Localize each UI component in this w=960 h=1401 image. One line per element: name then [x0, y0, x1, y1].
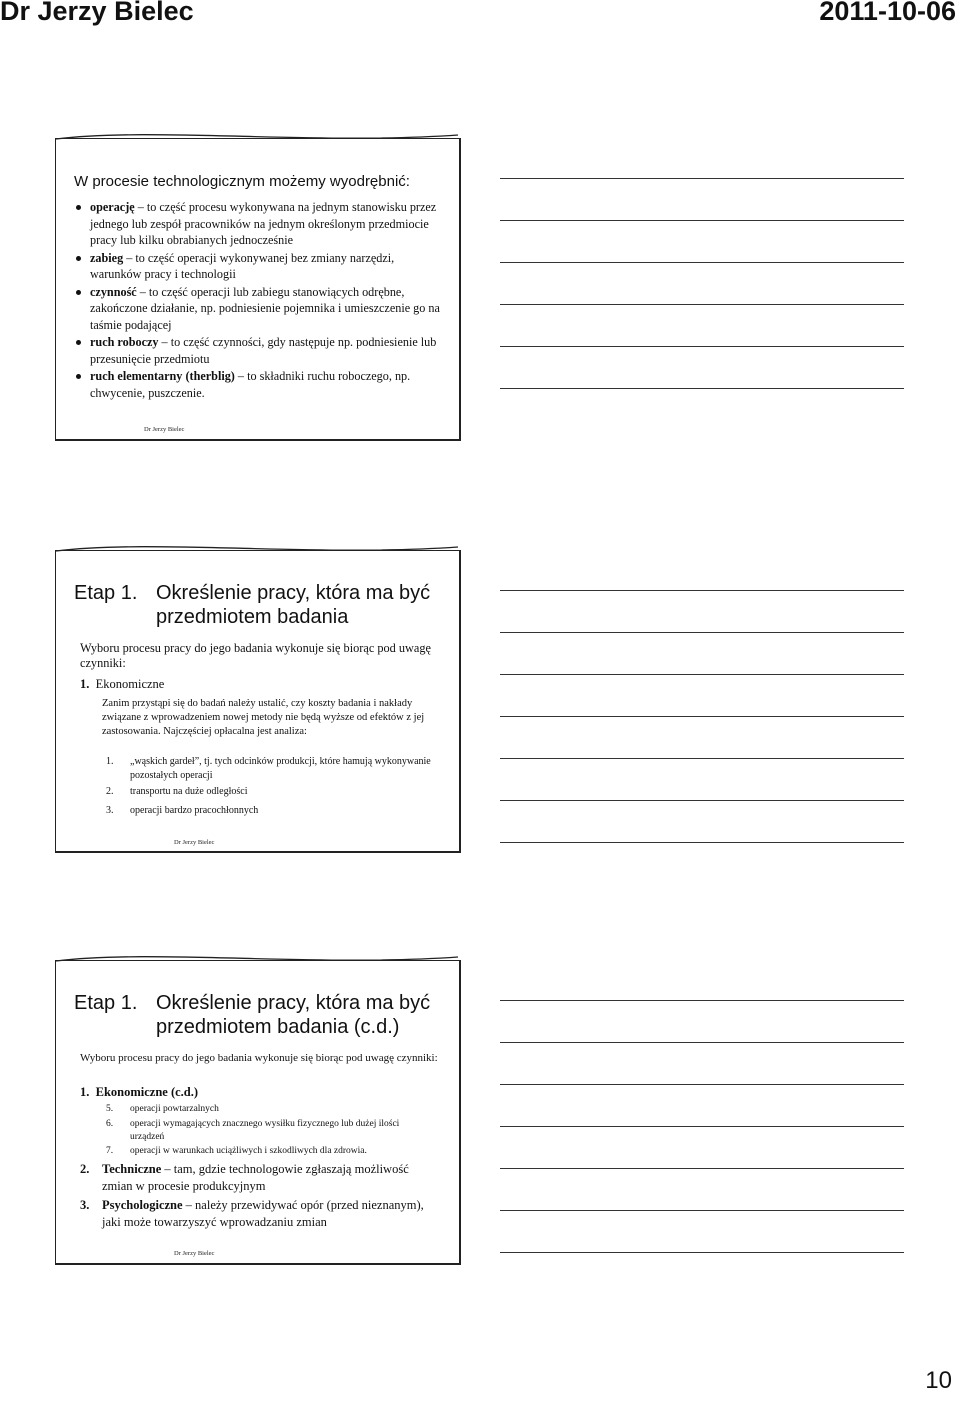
author-name: Dr Jerzy Bielec	[0, 0, 194, 26]
item-number: 7.	[106, 1146, 114, 1156]
list-item	[106, 804, 460, 820]
page-curl-decoration	[54, 131, 460, 161]
definition: – to część czynności, gdy następuje np. podniesienie lub przesunięcie przedmiotu	[90, 335, 437, 366]
item-text: operacji w warunkach uciążliwych i szkodliwych dla zdrowia.	[130, 1146, 367, 1156]
item-number: 6.	[106, 1119, 114, 1129]
intro-text: Wyboru procesu pracy do jego badania wykonuje się biorąc pod uwagę czynniki:	[80, 641, 431, 670]
list-item	[74, 368, 444, 401]
definition: – to część procesu wykonywana na jednym stanowisku przez jednego lub zespół pracowników na jednym określonym przedmiocie pracy lub kilku obrabianych jednocześnie	[90, 200, 437, 247]
term: operację	[90, 200, 135, 214]
definition: – to część operacji wykonywanej bez zmiany narzędzi, warunków pracy i technologii	[90, 250, 395, 281]
slide-title	[74, 991, 459, 1041]
slide-footer: Dr Jerzy Bielec	[174, 839, 215, 846]
page-curl-decoration	[54, 543, 460, 573]
list-item	[106, 1145, 460, 1160]
factor-number: 1.	[80, 677, 90, 691]
slide-2	[55, 550, 461, 853]
item-text: transportu na duże odległości	[130, 786, 248, 797]
factor-label: Psychologiczne	[102, 1198, 183, 1212]
list-item	[74, 250, 444, 283]
slide-footer: Dr Jerzy Bielec	[174, 1250, 215, 1257]
definition: – to składniki ruchu roboczego, np. chwycenie, puszczenie.	[90, 369, 411, 400]
list-item	[106, 1118, 460, 1146]
item-text: operacji bardzo pracochłonnych	[130, 805, 259, 816]
term: zabieg	[90, 250, 124, 265]
item-number: 2.	[106, 786, 114, 797]
intro-text: Wyboru procesu pracy do jego badania wykonuje się biorąc pod uwagę czynniki:	[80, 1052, 438, 1064]
list-item	[74, 284, 444, 334]
stage-label: Etap 1.	[74, 582, 138, 604]
factor-number: 3.	[80, 1198, 90, 1212]
factor-label: Ekonomiczne	[95, 677, 165, 691]
list-item	[74, 334, 444, 367]
factor-economic	[80, 677, 164, 692]
stage-title: Określenie pracy, która ma być przedmiotem badania	[156, 582, 431, 628]
list-item	[106, 1103, 460, 1118]
factor-economic	[80, 1085, 198, 1100]
item-number: 1.	[106, 756, 114, 767]
slide-title	[74, 581, 459, 631]
factor-description: Zanim przystąpi się do badań należy ustalić, czy koszty badania i nakłady związane z wprowadzeniem nowej metody nie będą wyższe od efektów z jej zastosowania. Najczęściej opłacalna jest analiza:	[102, 698, 425, 737]
item-text: operacji wymagających znacznego wysiłku fizycznego lub dużej ilości urządzeń	[130, 1119, 400, 1142]
notes-lines-2	[500, 590, 904, 850]
slide-3	[55, 960, 461, 1265]
factor-number: 1.	[80, 1085, 90, 1099]
factor-label: Ekonomiczne (c.d.)	[95, 1085, 199, 1099]
page-header	[0, 0, 960, 44]
notes-lines-3	[500, 1000, 904, 1260]
slide-title: W procesie technologicznym możemy wyodrębnić:	[74, 173, 410, 190]
list-item	[106, 755, 460, 785]
factor-psychological	[80, 1197, 440, 1231]
slide-footer: Dr Jerzy Bielec	[144, 426, 185, 433]
item-text: „wąskich gardeł”, tj. tych odcinków produkcji, które hamują wykonywanie pozostałych operacji	[130, 756, 431, 781]
definition: – to część operacji lub zabiegu stanowiących odrębne, zakończone działanie, np. podniesienie pojemnika i umieszczenie go na taśmie podającej	[90, 284, 440, 332]
page-number: 10	[925, 1367, 952, 1394]
list-item	[74, 199, 444, 249]
item-number: 3.	[106, 805, 114, 816]
factor-description: – należy przewidywać opór (przed nieznanym), jaki może towarzyszyć wprowadzaniu zmian	[102, 1198, 424, 1229]
factor-technical	[80, 1161, 440, 1195]
factor-number: 2.	[80, 1162, 90, 1176]
term: ruch roboczy	[90, 335, 159, 349]
factor-label: Techniczne	[102, 1162, 162, 1176]
definition-list	[74, 199, 444, 402]
factor-description: – tam, gdzie technologowie zgłaszają możliwość zmian w procesie produkcyjnym	[102, 1162, 409, 1193]
term: czynność	[90, 284, 137, 299]
item-text: operacji powtarzalnych	[130, 1104, 219, 1114]
list-item	[106, 785, 460, 801]
notes-lines-1	[500, 178, 904, 438]
stage-title: Określenie pracy, która ma być przedmiotem badania (c.d.)	[156, 992, 431, 1038]
term: ruch elementarny (therblig)	[90, 369, 235, 383]
page-curl-decoration	[54, 953, 460, 983]
item-number: 5.	[106, 1104, 114, 1114]
document-date: 2011-10-06	[819, 0, 956, 26]
stage-label: Etap 1.	[74, 992, 138, 1014]
slide-1	[55, 138, 461, 441]
